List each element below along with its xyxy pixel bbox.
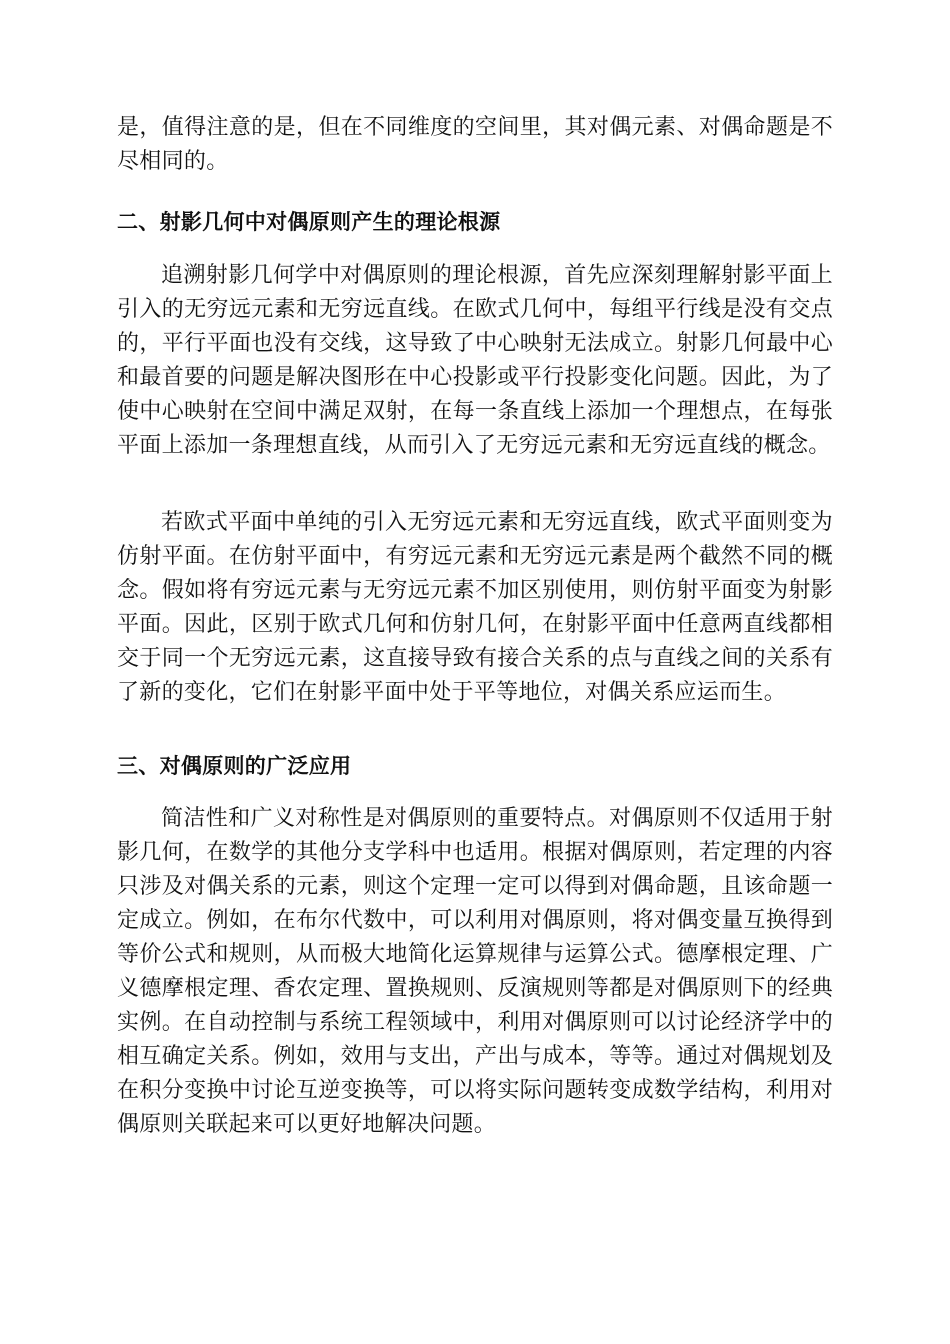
section-2-paragraph-1: 追溯射影几何学中对偶原则的理论根源，首先应深刻理解射影平面上引入的无穷远元素和无穷远直线。在欧式几何中，每组平行线是没有交点的，平行平面也没有交线，这导致了中心映射无法成立。射影几何最中心和最首要的问题是解决图形在中心投影或平行投影变化问题。因此，为了使中心映射在空间中满足双射，在每一条直线上添加一个理想点，在每张平面上添加一条理想直线，从而引入了无穷远元素和无穷远直线的概念。 bbox=[117, 263, 833, 458]
section-2-heading: 二、射影几何中对偶原则产生的理论根源 bbox=[117, 210, 501, 234]
section-3-paragraph-1: 简洁性和广义对称性是对偶原则的重要特点。对偶原则不仅适用于射影几何，在数学的其他分支学科中也适用。根据对偶原则，若定理的内容只涉及对偶关系的元素，则这个定理一定可以得到对偶命题，且该命题一定成立。例如，在布尔代数中，可以利用对偶原则，将对偶变量互换得到等价公式和规则，从而极大地简化运算规律与运算公式。德摩根定理、广义德摩根定理、香农定理、置换规则、反演规则等都是对偶原则下的经典实例。在自动控制与系统工程领域中，利用对偶原则可以讨论经济学中的相互确定关系。例如，效用与支出，产出与成本，等等。通过对偶规划及在积分变换中讨论互逆变换等，可以将实际问题转变成数学结构，利用对偶原则关联起来可以更好地解决问题。 bbox=[117, 806, 833, 1137]
section-2-paragraph-2: 若欧式平面中单纯的引入无穷远元素和无穷远直线，欧式平面则变为仿射平面。在仿射平面中，有穷远元素和无穷远元素是两个截然不同的概念。假如将有穷远元素与无穷远元素不加区别使用，则仿射平面变为射影平面。因此，区别于欧式几何和仿射几何，在射影平面中任意两直线都相交于同一个无穷远元素，这直接导致有接合关系的点与直线之间的关系有了新的变化，它们在射影平面中处于平等地位，对偶关系应运而生。 bbox=[117, 510, 833, 705]
section-3-heading: 三、对偶原则的广泛应用 bbox=[117, 754, 352, 778]
continued-paragraph: 是，值得注意的是，但在不同维度的空间里，其对偶元素、对偶命题是不尽相同的。 bbox=[117, 115, 833, 174]
